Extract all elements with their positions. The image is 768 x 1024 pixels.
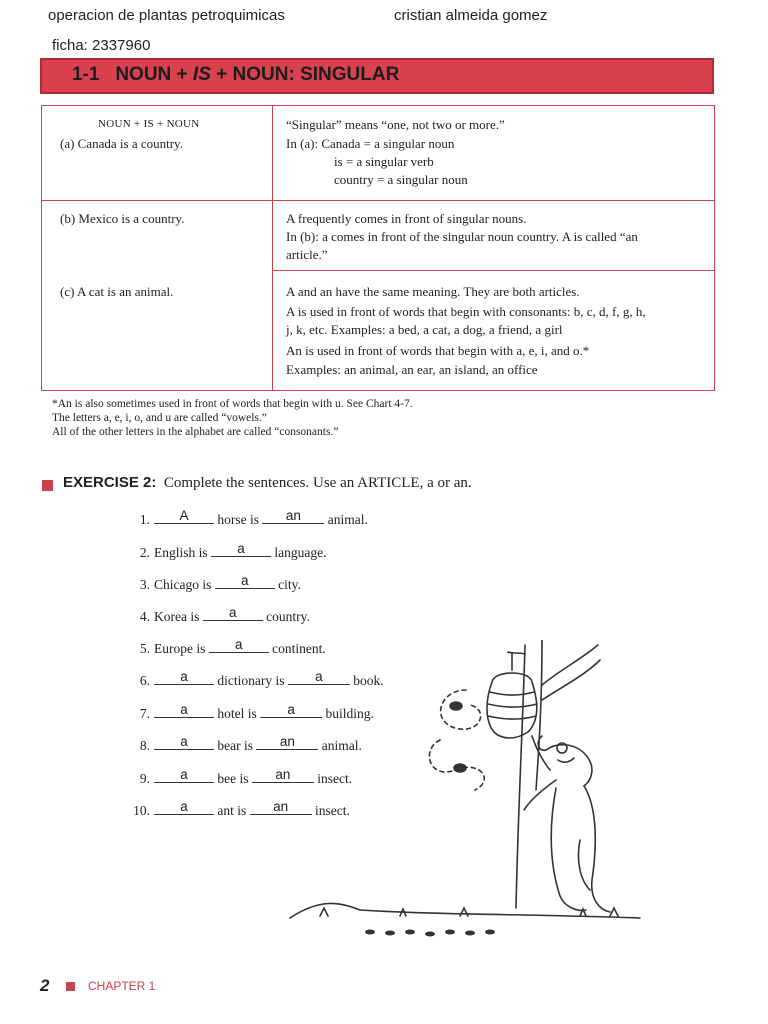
student-name: cristian almeida gomez <box>394 7 548 24</box>
item-text: building. <box>325 706 374 721</box>
exercise-item <box>112 541 327 561</box>
footnote-line: All of the other letters in the alphabet are called “consonants.” <box>52 426 339 438</box>
item-number: 10. <box>133 803 150 818</box>
chart-row-divider <box>42 200 714 201</box>
item-text: city. <box>278 577 301 592</box>
item-text: country. <box>266 609 310 624</box>
answer-text: a <box>180 669 188 684</box>
answer-blank[interactable] <box>211 541 271 557</box>
item-text: Korea is <box>154 609 200 624</box>
exercise-item <box>112 605 310 625</box>
course-name: operacion de plantas petroquimicas <box>48 7 285 24</box>
footnote-line: The letters a, e, i, o, and u are called “vowels.” <box>52 412 267 424</box>
answer-text: a <box>180 799 188 814</box>
item-text: bear is <box>217 738 253 753</box>
answer-text: a <box>287 702 295 717</box>
answer-text: an <box>279 734 295 749</box>
footer-marker <box>66 982 75 991</box>
answer-blank[interactable] <box>154 799 214 815</box>
item-number: 1. <box>139 512 150 527</box>
chart-expl: “Singular” means “one, not two or more.” <box>286 117 505 132</box>
exercise-instructions: Complete the sentences. Use an ARTICLE, a or an. <box>163 475 472 491</box>
answer-blank[interactable] <box>262 508 324 524</box>
answer-blank[interactable] <box>154 767 214 783</box>
chart-expl: article.” <box>286 247 328 262</box>
item-number: 4. <box>139 609 150 624</box>
item-text: English is <box>154 545 208 560</box>
exercise-item <box>112 573 301 593</box>
chart-expl: In (a): Canada = a singular noun <box>286 136 455 151</box>
answer-text: a <box>234 637 243 652</box>
chart-expl: In (b): a comes in front of the singular noun country. A is called “an <box>286 229 638 244</box>
exercise-label: EXERCISE 2: <box>63 474 157 491</box>
item-number: 9. <box>139 771 150 786</box>
exercise-item <box>112 508 368 528</box>
chart-expl: A and an have the same meaning. They are both articles. <box>286 284 580 299</box>
item-text: dictionary is <box>217 673 285 688</box>
item-number: 6. <box>139 673 150 688</box>
chart-example-b: (b) Mexico is a country. <box>60 211 185 226</box>
answer-text: a <box>315 669 323 684</box>
item-text: animal. <box>321 738 362 753</box>
chart-row-divider <box>272 270 714 271</box>
answer-text: a <box>237 541 245 556</box>
item-text: language. <box>274 545 327 560</box>
chart-example-c: (c) A cat is an animal. <box>60 284 174 299</box>
chart-expl: A frequently comes in front of singular nouns. <box>286 211 527 226</box>
chart-expl: is = a singular verb <box>334 154 434 169</box>
answer-blank[interactable] <box>154 734 214 750</box>
answer-text: an <box>273 799 289 814</box>
answer-text: an <box>275 767 291 782</box>
item-number: 5. <box>139 641 150 656</box>
chart-example-a: (a) Canada is a country. <box>60 136 183 151</box>
answer-text: an <box>285 508 301 523</box>
answer-text: a <box>228 605 237 620</box>
answer-blank[interactable] <box>154 669 214 685</box>
exercise-heading <box>63 474 472 492</box>
answer-text: a <box>180 767 188 782</box>
chapter-label: CHAPTER 1 <box>88 979 156 993</box>
answer-text: a <box>180 734 188 749</box>
item-text: ant is <box>217 803 247 818</box>
item-text: continent. <box>272 641 326 656</box>
item-text: book. <box>353 673 384 688</box>
answer-blank[interactable] <box>154 508 214 524</box>
chart-expl: An is used in front of words that begin with a, e, i, and o.* <box>286 343 590 358</box>
chart-expl: j, k, etc. Examples: a bed, a cat, a dog, a friend, a girl <box>286 322 563 337</box>
chart-expl: Examples: an animal, an ear, an island, an office <box>286 362 538 377</box>
bear-tree-illustration <box>280 640 660 950</box>
answer-text: a <box>180 702 188 717</box>
chart-divider <box>272 106 273 390</box>
footnote-line: *An is also sometimes used in front of words that begin with u. See Chart 4-7. <box>52 398 413 410</box>
item-text: insect. <box>317 771 353 786</box>
chart-expl: country = a singular noun <box>334 172 468 187</box>
item-text: Europe is <box>154 641 206 656</box>
item-text: Chicago is <box>154 577 212 592</box>
exercise-marker <box>42 480 53 491</box>
answer-blank[interactable] <box>215 573 275 589</box>
chart-title: 1-1 NOUN + IS + NOUN: SINGULAR <box>72 64 400 85</box>
item-text: horse is <box>217 512 259 527</box>
chart-footnotes <box>52 397 413 439</box>
answer-text: A <box>179 508 189 523</box>
item-text: insect. <box>315 803 350 818</box>
chart-cell-header: NOUN + IS + NOUN <box>98 118 200 130</box>
item-text: bee is <box>217 771 249 786</box>
answer-blank[interactable] <box>209 637 269 653</box>
answer-blank[interactable] <box>203 605 263 621</box>
item-number: 8. <box>139 738 150 753</box>
ficha-number: ficha: 2337960 <box>52 37 151 54</box>
chart-expl: A is used in front of words that begin with consonants: b, c, d, f, g, h, <box>286 304 646 319</box>
page-number: 2 <box>40 976 50 995</box>
item-number: 2. <box>139 545 150 560</box>
item-number: 3. <box>139 577 150 592</box>
item-text: hotel is <box>217 706 257 721</box>
item-number: 7. <box>139 706 150 721</box>
item-text: animal. <box>327 512 368 527</box>
answer-blank[interactable] <box>154 702 214 718</box>
answer-text: a <box>240 573 249 588</box>
